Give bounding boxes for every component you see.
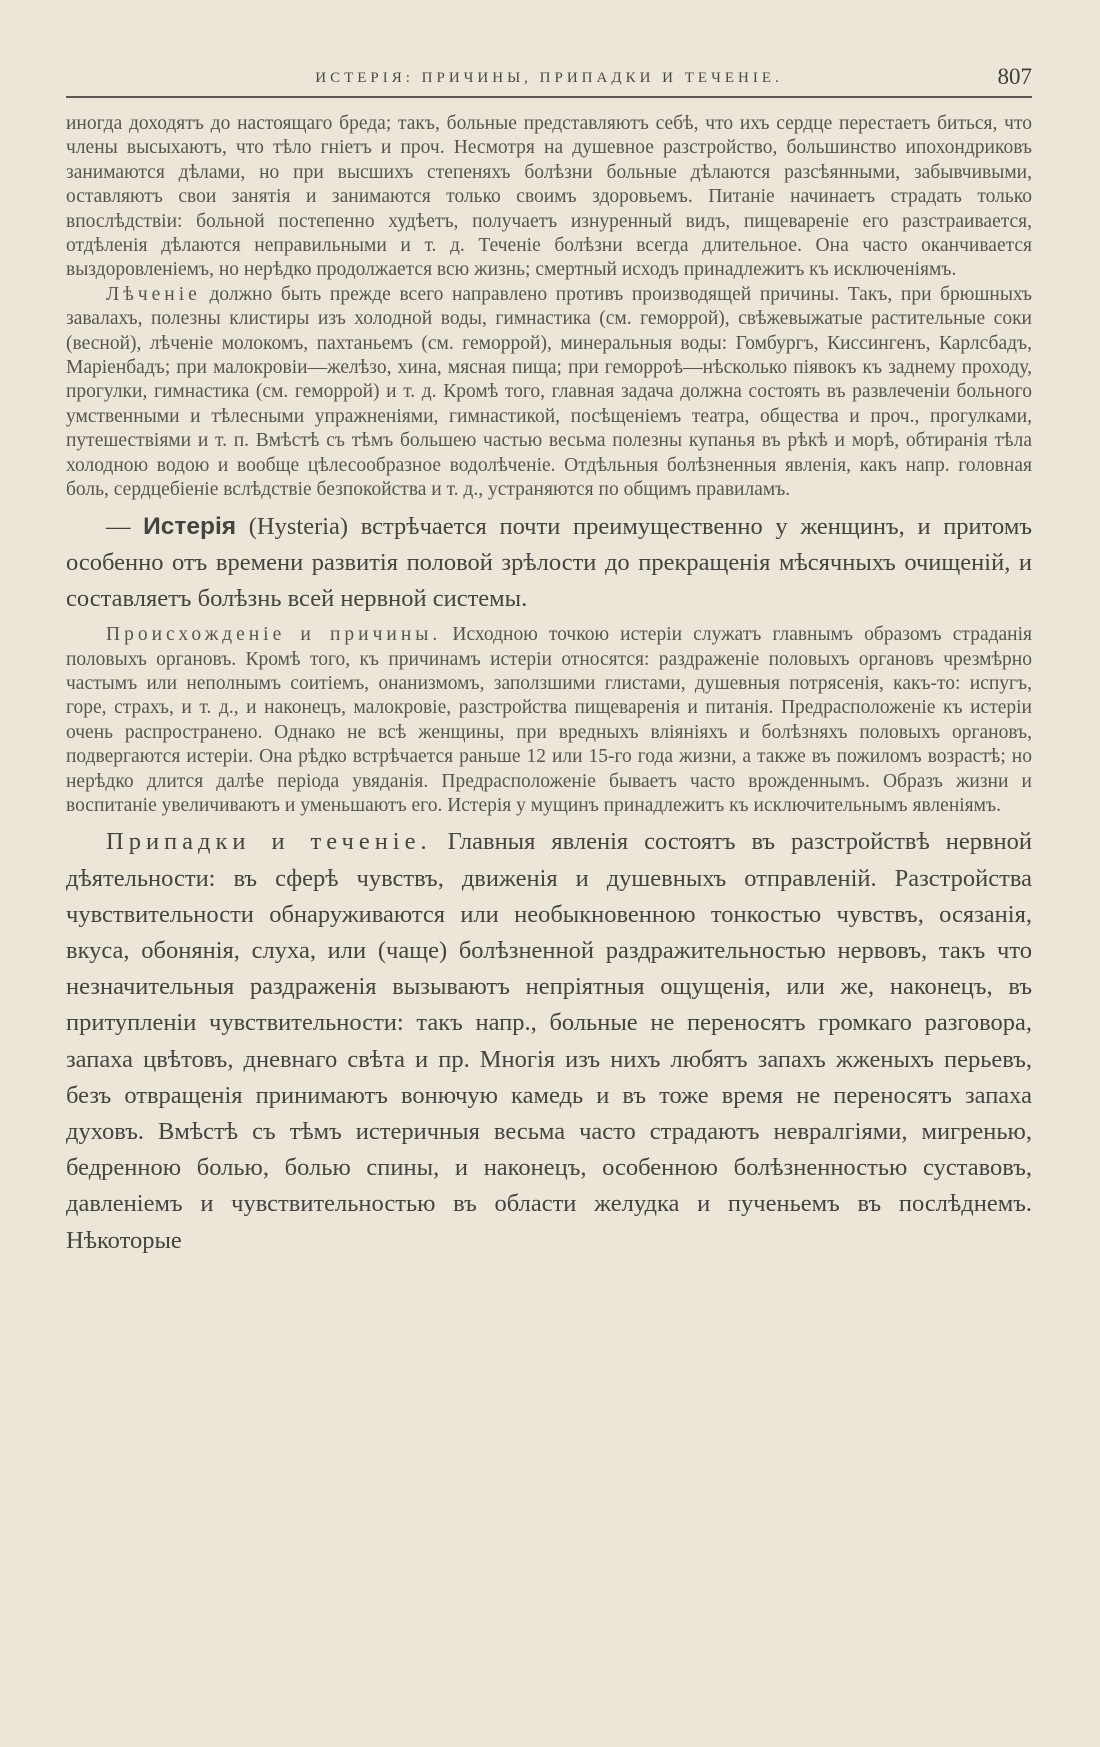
page-number: 807 [997,64,1032,89]
paragraph-hypochondria-end: иногда доходятъ до настоящаго бреда; такъ, больные представляютъ себѣ, что ихъ сердце перестаетъ биться, что члены высыхаютъ, что тѣло гніетъ и проч. Несмотря на душевное разстройство, большинство ипохондриковъ занимаются дѣлами, но при высшихъ степеняхъ болѣзни больные дѣлаются разсѣянными, забывчивыми, оставляютъ свои занятія и занимаются только своимъ здоровьемъ. Питаніе начинаетъ страдать только впослѣдствіи: больной постепенно худѣетъ, получаетъ изнуренный видъ, пищевареніе его разстраивается, отдѣленія дѣлаются неправильными и т. д. Теченіе болѣзни всегда длительное. Она часто оканчивается выздоровленіемъ, но нерѣдко продолжается всю жизнь; смертный исходъ принадлежитъ къ исключеніямъ. [66,113,1032,281]
paragraph-treatment [66,283,1032,503]
hysteria-intro-text: встрѣчается почти преимущественно у женщинъ, и притомъ особенно отъ времени развитія половой зрѣлости до прекращенія мѣсячныхъ очищеній, и составляетъ болѣзнь всей нервной системы. [66,512,1033,612]
origin-label: Происхожденіе и причины. [106,624,442,646]
running-title: ИСТЕРІЯ: ПРИЧИНЫ, ПРИПАДКИ И ТЕЧЕНІЕ. [315,70,783,86]
section-title-hysteria: Истерія [143,512,237,540]
running-header [66,62,1032,98]
paragraph-hysteria-intro [66,509,1032,618]
section-title-latin: (Hysteria) [248,512,349,540]
attacks-label: Припадки и теченіе. [106,828,432,856]
paragraph-origin-causes [66,623,1032,818]
attacks-text: Главныя явленія состоятъ въ разстройствѣ нервной дѣятельности: въ сферѣ чувствъ, движенія и душевныхъ отправленій. Разстройства чувствительности обнаруживаются или необыкновенною тонкостью чувствъ, осязанія, вкуса, обонянія, слуха, или (чаще) болѣзненной раздражительностью нервовъ, такъ что незначительныя раздраженія вызываютъ непріятныя ощущенія, или же, наконецъ, въ притупленіи чувствительности: такъ напр., больные не переносятъ громкаго разговора, запаха цвѣтовъ, дневнаго свѣта и пр. Многія изъ нихъ любятъ запахъ жженыхъ перьевъ, безъ отвращенія принимаютъ вонючую камедь и въ тоже время не переносятъ запаха духовъ. Вмѣстѣ съ тѣмъ истеричныя весьма часто страдаютъ невралгіями, мигренью, бедренною болью, болью спины, и наконецъ, особенною болѣзненностью суставовъ, давленіемъ и чувствительностью въ области желудка и пученьемъ въ послѣднемъ. Нѣкоторые [66,828,1033,1254]
treatment-label: Лѣченіе [106,283,201,305]
section-dash: — [106,512,131,540]
origin-text: Исходною точкою истеріи служатъ главнымъ образомъ страданія половыхъ органовъ. Кромѣ того, къ причинамъ истеріи относятся: раздраженіе половыхъ органовъ чрезмѣрно частымъ или неполнымъ соитіемъ, онанизмомъ, заползшими глистами, душевныя потрясенія, какъ-то: испугъ, горе, страхъ, и т. д., и наконецъ, малокровіе, разстройства пищеваренія и питанія. Предрасположеніе къ истеріи очень распространено. Однако не всѣ женщины, при вредныхъ вліяніяхъ и болѣзняхъ половыхъ органовъ, подвергаются истеріи. Она рѣдко встрѣчается раньше 12 или 15-го года жизни, а также въ пожиломъ возрастѣ; но нерѣдко длится далѣе періода увяданія. Предрасположеніе бываетъ часто врожденнымъ. Образъ жизни и воспитаніе увеличиваютъ и уменьшаютъ его. Истерія у мущинъ принадлежитъ къ исключительнымъ явленіямъ. [66,624,1033,816]
treatment-text: должно быть прежде всего направлено противъ производящей причины. Такъ, при брюшныхъ завалахъ, полезны клистиры изъ холодной воды, гимнастика (см. геморрой), свѣжевыжатые растительные соки (весной), лѣченіе молокомъ, пахтаньемъ (см. геморрой), минеральныя воды: Гомбургъ, Киссингенъ, Карлсбадъ, Маріенбадъ; при малокровіи—желѣзо, хина, мясная пища; при геморроѣ—нѣсколько піявокъ къ заднему проходу, прогулки, гимнастика (см. геморрой) и т. д. Кромѣ того, главная задача должна состоять въ развлеченіи больного умственными и тѣлесными упражненіями, гимнастикой, посѣщеніемъ театра, общества и проч., прогулками, путешествіями и т. п. Вмѣстѣ съ тѣмъ большею частью весьма полезны купанья въ рѣкѣ и морѣ, обтиранія тѣла холодною водою и вообще цѣлесообразное водолѣченіе. Отдѣльныя болѣзненныя явленія, какъ напр. головная боль, сердцебіеніе вслѣдствіе безпокойства и т. д., устраняются по общимъ правиламъ. [66,283,1033,501]
paragraph-attacks-course [66,824,1032,1258]
